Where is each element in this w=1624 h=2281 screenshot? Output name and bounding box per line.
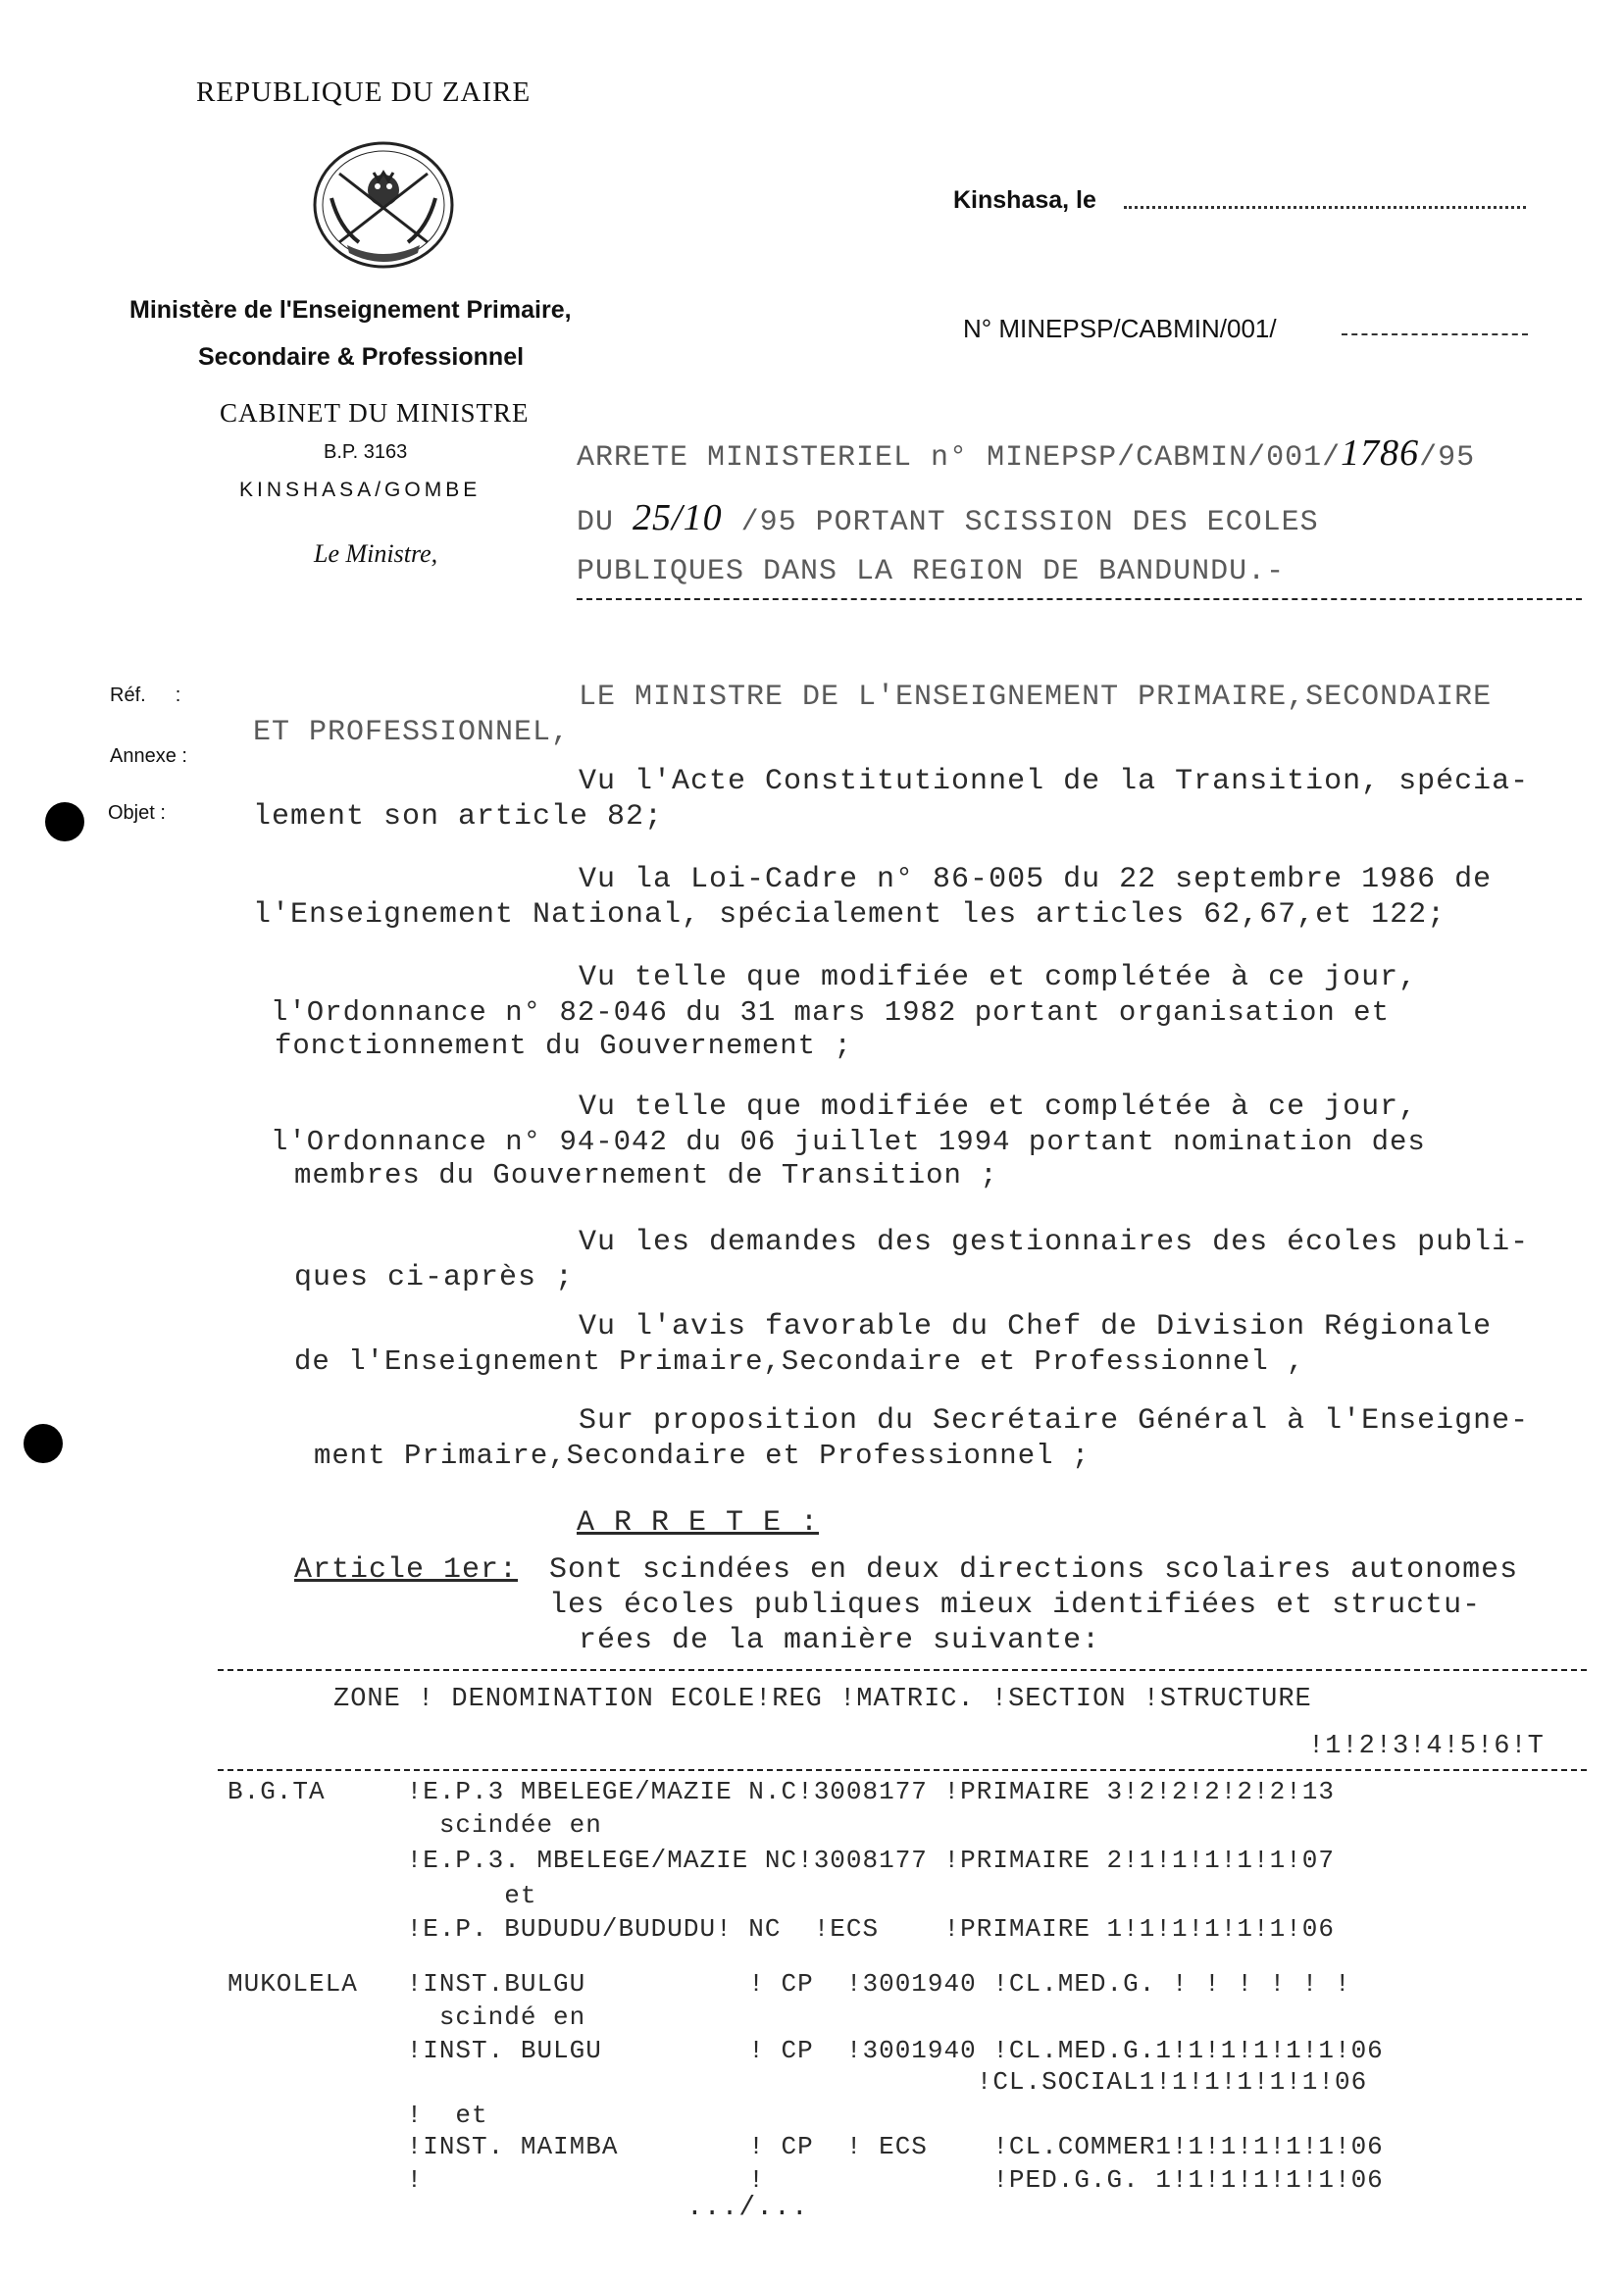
table-header-rule (218, 1769, 1587, 1771)
annexe-label: Annexe : (110, 745, 187, 767)
decree-title-line1: ARRETE MINISTERIEL n° MINEPSP/CABMIN/001/1786/95 (577, 432, 1476, 475)
table-row: B.G.TA !E.P.3 MBELEGE/MAZIE N.C!3008177 !PRIMAIRE 3!2!2!2!2!2!13 (228, 1777, 1335, 1806)
para4-line1: Vu telle que modifiée et complétée à ce jour, (579, 1090, 1418, 1124)
para6-line1: Vu l'avis favorable du Chef de Division Régionale (579, 1310, 1493, 1343)
table-row: scindé en (228, 2002, 586, 2032)
article-line2: les écoles publiques mieux identifiées et structu- (549, 1589, 1482, 1622)
city-label: KINSHASA/GOMBE (239, 479, 482, 501)
decree-number-handwritten: 1786 (1341, 432, 1420, 474)
ministry-name-line2: Secondaire & Professionnel (198, 343, 525, 371)
table-row: MUKOLELA !INST.BULGU ! CP !3001940 !CL.MED.G. ! ! ! ! ! ! (228, 1969, 1351, 1999)
para1-line1: Vu l'Acte Constitutionnel de la Transition, spécia- (579, 765, 1530, 798)
date-blank-line (1124, 206, 1526, 209)
table-row: ! et (228, 2101, 488, 2130)
intro-line2: ET PROFESSIONNEL, (253, 716, 571, 749)
table-row: !INST. BULGU ! CP !3001940 !CL.MED.G.1!1!1!1!1!1!06 (228, 2036, 1384, 2065)
decree-title-line3: PUBLIQUES DANS LA REGION DE BANDUNDU.- (577, 555, 1286, 588)
reference-blank-line (1342, 333, 1528, 335)
para5-line2: ques ci-après ; (294, 1261, 575, 1294)
ref-label: Réf. : (110, 684, 181, 706)
table-row: !E.P.3. MBELEGE/MAZIE NC!3008177 !PRIMAIRE 2!1!1!1!1!1!07 (228, 1846, 1335, 1875)
decree-date-handwritten: 25/10 (633, 497, 723, 538)
title-underline (577, 598, 1582, 600)
para5-line1: Vu les demandes des gestionnaires des écoles publi- (579, 1226, 1530, 1259)
article-line1: Sont scindées en deux directions scolaires autonomes (549, 1553, 1519, 1587)
table-row: scindée en (228, 1810, 602, 1840)
table-row: !INST. MAIMBA ! CP ! ECS !CL.COMMER1!1!1!1!1!1!06 (228, 2132, 1384, 2161)
ministry-name-line1: Ministère de l'Enseignement Primaire, (129, 296, 572, 324)
objet-label: Objet : (108, 802, 166, 824)
table-row: ! ! !PED.G.G. 1!1!1!1!1!1!06 (228, 2165, 1384, 2195)
article-label: Article 1er: (294, 1553, 519, 1587)
arrete-heading: A R R E T E : (577, 1506, 820, 1540)
table-row: !E.P. BUDUDU/BUDUDU! NC !ECS !PRIMAIRE 1!1!1!1!1!1!06 (228, 1914, 1335, 1944)
punch-hole-bottom (24, 1424, 63, 1463)
para2-line2: l'Enseignement National, spécialement les articles 62,67,et 122; (253, 898, 1446, 932)
place-date-label: Kinshasa, le (953, 186, 1096, 214)
table-row: !CL.SOCIAL1!1!1!1!1!1!06 (228, 2067, 1368, 2097)
table-body (228, 1777, 1600, 2228)
para4-line3: membres du Gouvernement de Transition ; (294, 1159, 998, 1191)
article-line3: rées de la manière suivante: (579, 1624, 1101, 1657)
cabinet-title: CABINET DU MINISTRE (220, 398, 530, 428)
continued-marker: .../... (686, 2193, 809, 2223)
para1-line2: lement son article 82; (253, 800, 664, 834)
intro-line1: LE MINISTRE DE L'ENSEIGNEMENT PRIMAIRE,SECONDAIRE (579, 681, 1493, 714)
para3-line2: l'Ordonnance n° 82-046 du 31 mars 1982 portant organisation et (271, 996, 1390, 1029)
coat-of-arms-icon (310, 139, 457, 272)
punch-hole-top (45, 802, 84, 841)
para4-line2: l'Ordonnance n° 94-042 du 06 juillet 1994 portant nomination des (271, 1126, 1426, 1158)
para3-line3: fonctionnement du Gouvernement ; (275, 1030, 852, 1062)
decree-title-line2: DU 25/10 /95 PORTANT SCISSION DES ECOLES (577, 497, 1319, 539)
para7-line2: ment Primaire,Secondaire et Professionnel ; (314, 1440, 1091, 1472)
para3-line1: Vu telle que modifiée et complétée à ce jour, (579, 961, 1418, 994)
signatory-label: Le Ministre, (314, 539, 438, 568)
para7-line1: Sur proposition du Secrétaire Général à l'Enseigne- (579, 1404, 1530, 1438)
table-row: et (228, 1881, 537, 1910)
table-subheader: !1!2!3!4!5!6!T (1308, 1732, 1545, 1761)
table-top-rule (218, 1669, 1587, 1671)
para2-line1: Vu la Loi-Cadre n° 86-005 du 22 septembre 1986 de (579, 863, 1493, 896)
postal-box: B.P. 3163 (324, 441, 408, 463)
republic-name: REPUBLIQUE DU ZAIRE (196, 76, 532, 108)
reference-number: N° MINEPSP/CABMIN/001/ (963, 314, 1277, 343)
table-header: ZONE ! DENOMINATION ECOLE!REG !MATRIC. !SECTION !STRUCTURE (333, 1685, 1312, 1714)
para6-line2: de l'Enseignement Primaire,Secondaire et Professionnel , (294, 1345, 1305, 1378)
